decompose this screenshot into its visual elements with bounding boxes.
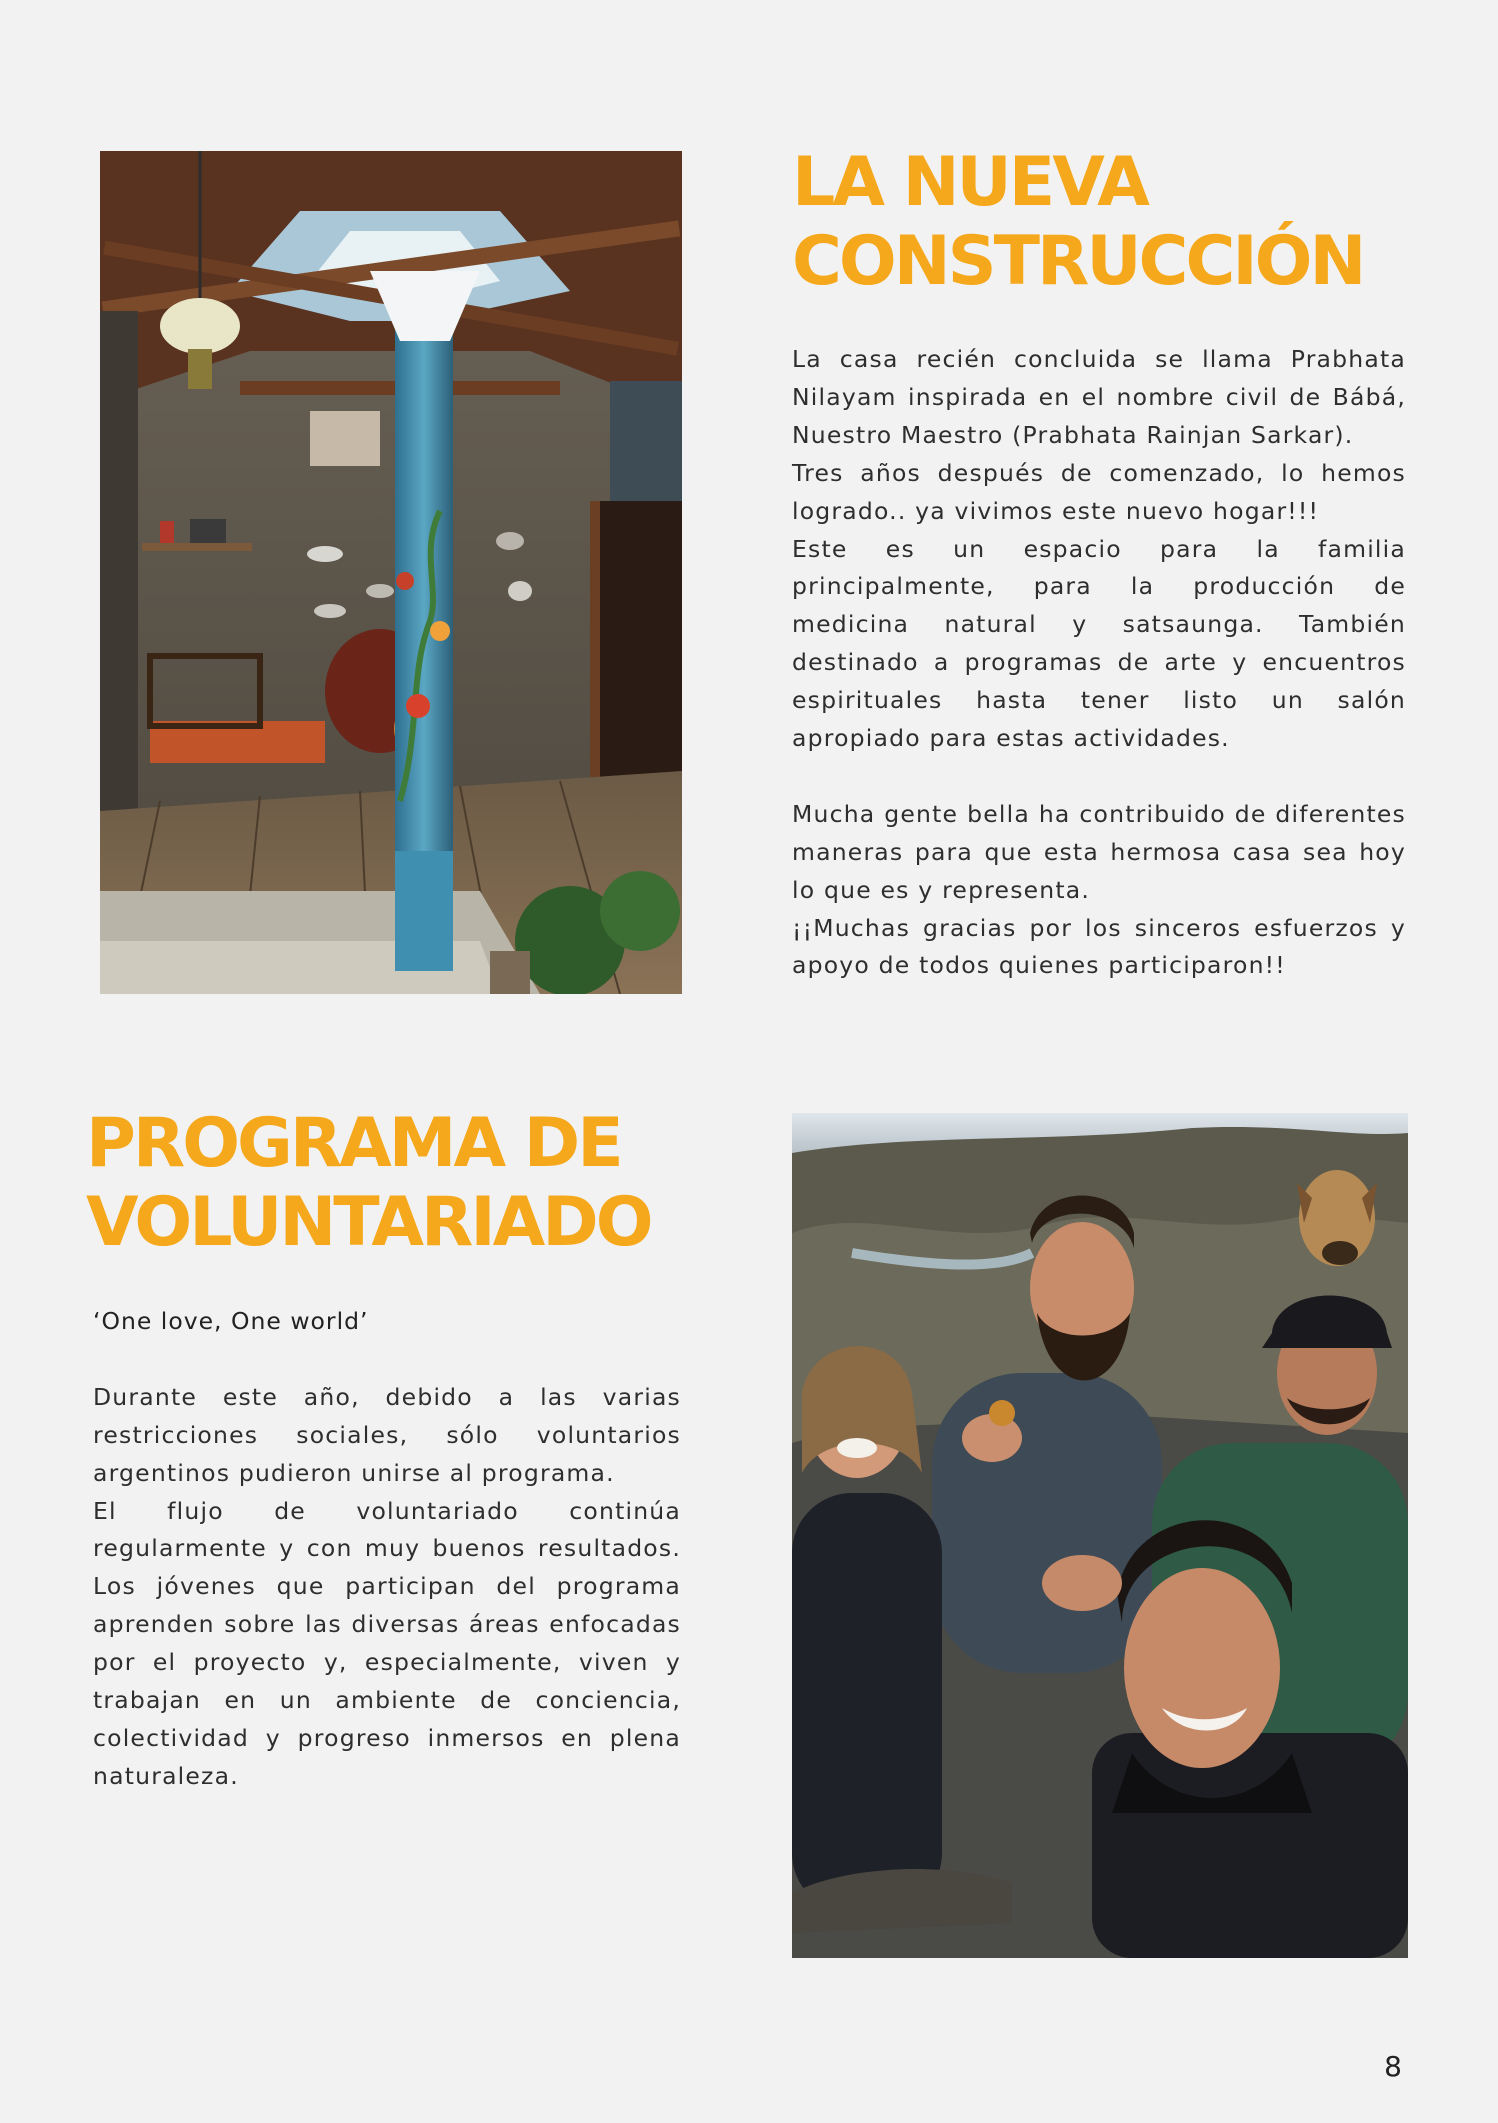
section-title-new-construction [792, 143, 1363, 301]
title-line: CONSTRUCCIÓN [792, 222, 1364, 301]
title-line: PROGRAMA DE [86, 1104, 621, 1183]
house-interior-photo [100, 151, 682, 994]
volunteers-group-photo [792, 1113, 1408, 1958]
paragraph: Tres años después de comenzado, lo hemos logrado.. ya vivimos este nuevo hogar!!! [792, 458, 1406, 525]
volunteer-program-text [93, 1303, 681, 1796]
new-construction-text [792, 341, 1406, 985]
paragraph: El flujo de voluntariado continúa regularmente y con muy buenos resultados. Los jóvenes que participan del programa aprenden sobre las diversas áreas enfocadas por el proyecto y, especialmente, viven y trabajan en un ambiente de conciencia, colectividad y progreso inmersos en plena naturaleza. [93, 1496, 681, 1790]
page-number: 8 [1384, 2050, 1402, 2083]
title-line: VOLUNTARIADO [86, 1183, 651, 1262]
paragraph: Durante este año, debido a las varias restricciones sociales, sólo voluntarios argentinos pudieron unirse al programa. [93, 1382, 681, 1487]
paragraph: La casa recién concluida se llama Prabhata Nilayam inspirada en el nombre civil de Bábá, Nuestro Maestro (Prabhata Rainjan Sarkar). [792, 345, 1406, 449]
paragraph: Este es un espacio para la familia principalmente, para la producción de medicina natural y satsaunga. También destinado a programas de arte y encuentros espirituales hasta tener listo un salón apropiado para estas actividades. [792, 534, 1406, 753]
section-title-volunteer-program [86, 1104, 651, 1262]
title-line: LA NUEVA [792, 143, 1147, 222]
paragraph: Mucha gente bella ha contribuido de diferentes maneras para que esta hermosa casa sea hoy lo que es y representa. [792, 799, 1406, 904]
paragraph: ¡¡Muchas gracias por los sinceros esfuerzos y apoyo de todos quienes participaron!! [792, 913, 1406, 980]
section-subtitle: ‘One love, One world’ [93, 1307, 369, 1335]
